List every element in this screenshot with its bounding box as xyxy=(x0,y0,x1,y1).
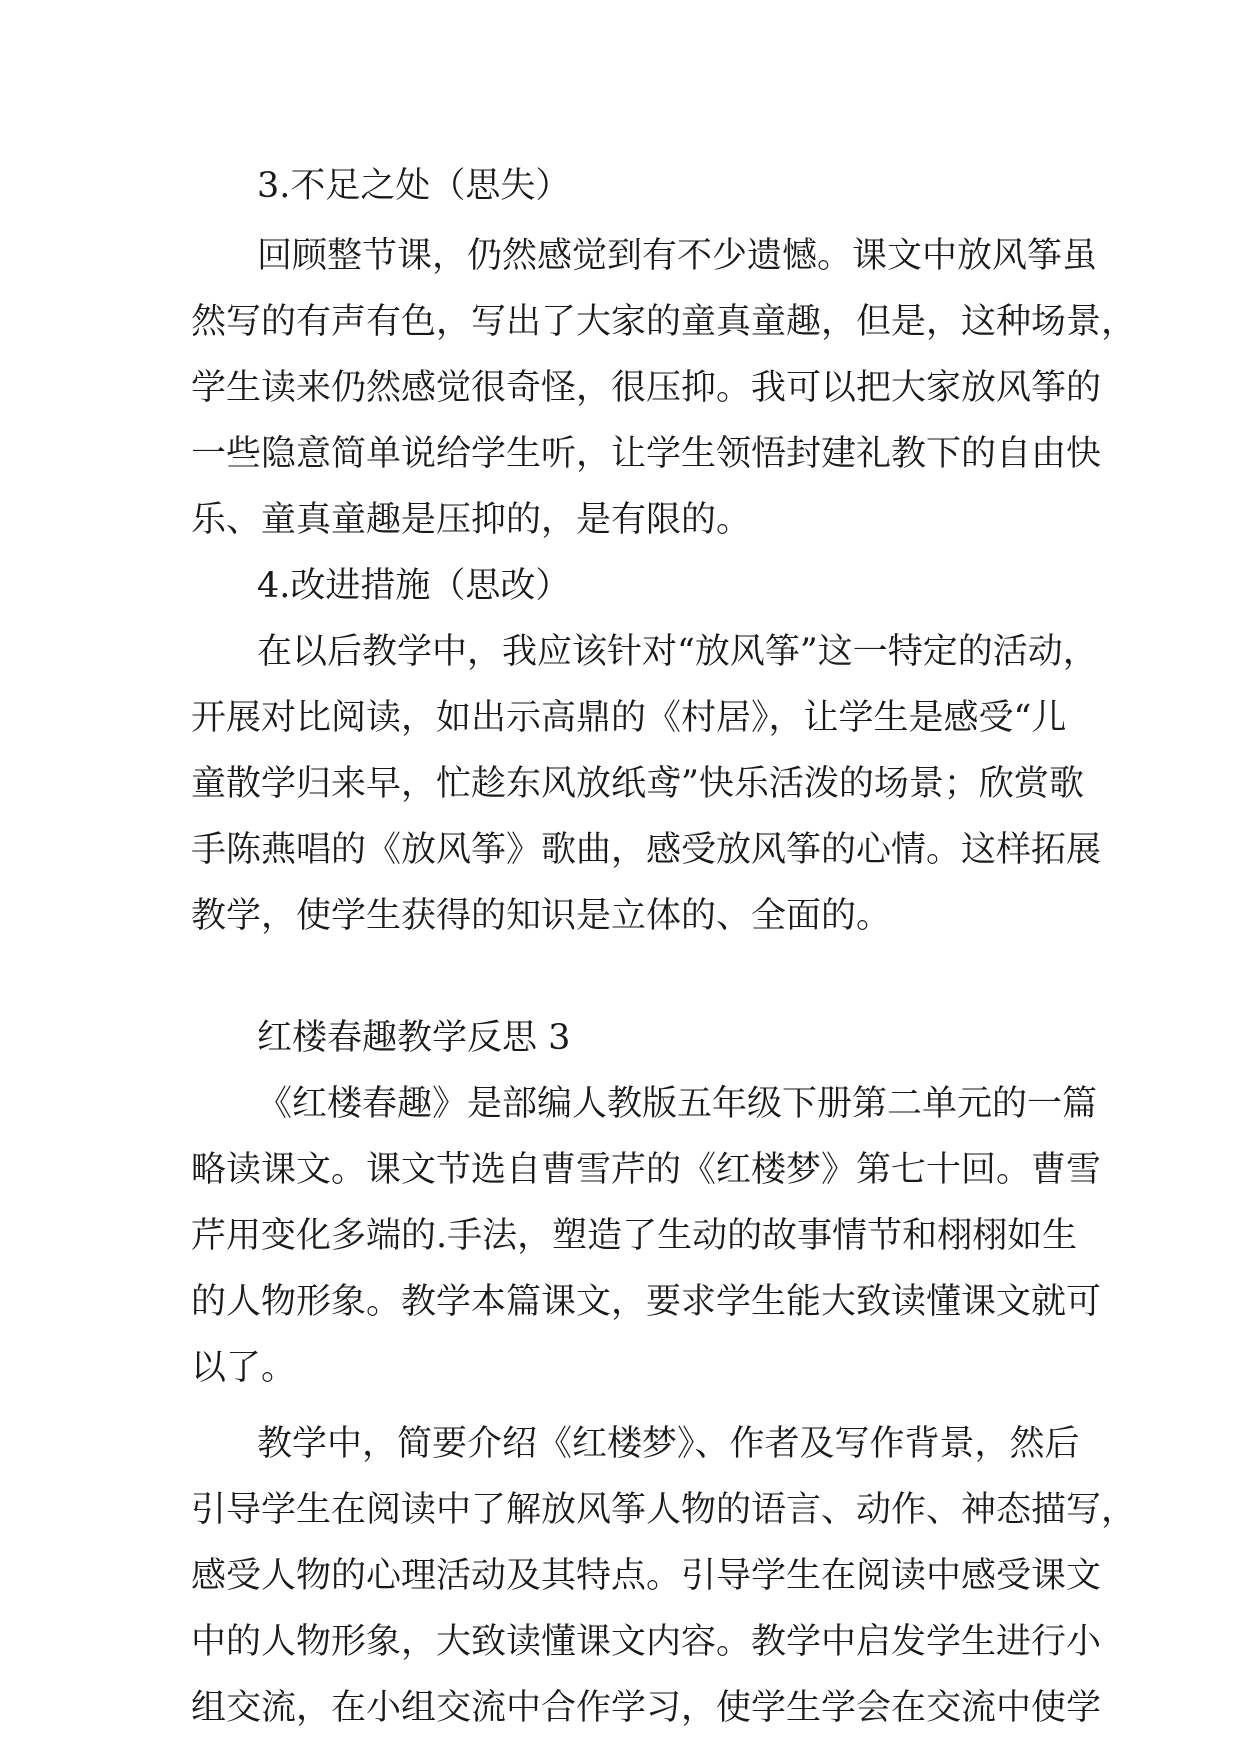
heading-improvements: 4.改进措施（思改） xyxy=(257,566,571,606)
paragraph-line: 教学中，简要介绍《红楼梦》、作者及写作背景，然后 xyxy=(257,1424,1080,1464)
paragraph-line: 教学，使学生获得的知识是立体的、全面的。 xyxy=(191,896,892,936)
paragraph-line: 乐、童真童趣是压抑的，是有限的。 xyxy=(191,500,752,540)
paragraph-line: 组交流，在小组交流中合作学习，使学生学会在交流中使学 xyxy=(191,1688,1102,1728)
paragraph-line: 开展对比阅读，如出示高鼎的《村居》，让学生是感受“儿 xyxy=(191,698,1067,738)
paragraph-line: 中的人物形象，大致读懂课文内容。教学中启发学生进行小 xyxy=(191,1622,1102,1662)
paragraph-line: 芹用变化多端的.手法，塑造了生动的故事情节和栩栩如生 xyxy=(191,1216,1078,1256)
paragraph-line: 童散学归来早，忙趁东风放纸鸢”快乐活泼的场景；欣赏歌 xyxy=(191,764,1084,804)
paragraph-line: 一些隐意简单说给学生听，让学生领悟封建礼教下的自由快 xyxy=(191,434,1102,474)
paragraph-line: 在以后教学中，我应该针对“放风筝”这一特定的活动， xyxy=(257,632,1098,672)
section-title: 红楼春趣教学反思 3 xyxy=(257,1018,571,1058)
paragraph-line: 回顾整节课，仍然感觉到有不少遗憾。课文中放风筝虽 xyxy=(257,236,1098,276)
paragraph-line: 感受人物的心理活动及其特点。引导学生在阅读中感受课文 xyxy=(191,1556,1102,1596)
paragraph-line: 以了。 xyxy=(191,1348,297,1388)
paragraph-line: 手陈燕唱的《放风筝》歌曲，感受放风筝的心情。这样拓展 xyxy=(191,830,1102,870)
paragraph-line: 学生读来仍然感觉很奇怪，很压抑。我可以把大家放风筝的 xyxy=(191,368,1102,408)
paragraph-line: 的人物形象。教学本篇课文，要求学生能大致读懂课文就可 xyxy=(191,1282,1102,1322)
paragraph-line: 然写的有声有色，写出了大家的童真童趣，但是，这种场景， xyxy=(191,302,1137,342)
paragraph-line: 《红楼春趣》是部编人教版五年级下册第二单元的一篇 xyxy=(257,1084,1098,1124)
heading-shortcomings: 3.不足之处（思失） xyxy=(257,166,571,206)
paragraph-line: 略读课文。课文节选自曹雪芹的《红楼梦》第七十回。曹雪 xyxy=(191,1150,1102,1190)
paragraph-line: 引导学生在阅读中了解放风筝人物的语言、动作、神态描写， xyxy=(191,1490,1137,1530)
